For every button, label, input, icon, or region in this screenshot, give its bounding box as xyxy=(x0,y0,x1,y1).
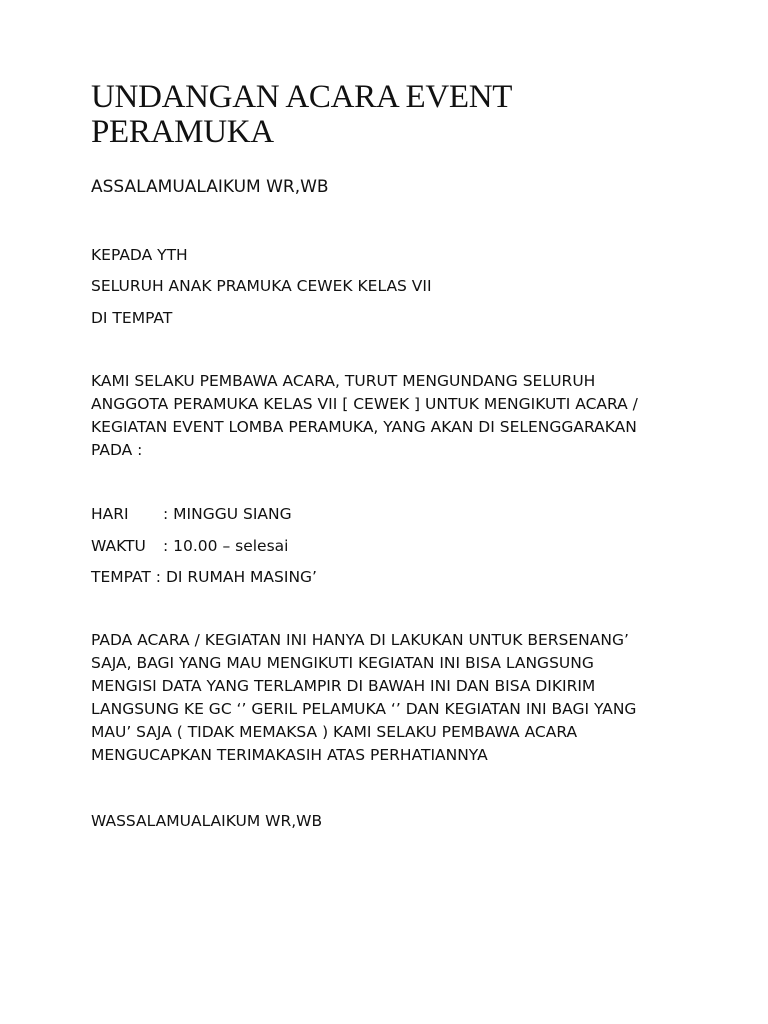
greeting-text: ASSALAMUALAIKUM WR,WB xyxy=(91,177,329,197)
title-line: UNDANGAN ACARA EVENT xyxy=(91,79,513,115)
detail-day xyxy=(91,503,292,526)
body-paragraph xyxy=(91,629,691,767)
paragraph-line: SAJA, BAGI YANG MAU MENGIKUTI KEGIATAN INI BISA LANGSUNG xyxy=(91,654,594,672)
closing-text: WASSALAMUALAIKUM WR,WB xyxy=(91,812,323,830)
title-line: PERAMUKA xyxy=(91,114,274,150)
paragraph-line: MENGISI DATA YANG TERLAMPIR DI BAWAH INI DAN BISA DIKIRIM xyxy=(91,677,596,695)
detail-value: : MINGGU SIANG xyxy=(163,505,292,523)
paragraph-line: MAU’ SAJA ( TIDAK MEMAKSA ) KAMI SELAKU PEMBAWA ACARA xyxy=(91,723,578,741)
paragraph-line: KEGIATAN EVENT LOMBA PERAMUKA, YANG AKAN DI SELENGGARAKAN xyxy=(91,418,637,436)
detail-value: : 10.00 – selesai xyxy=(163,537,289,555)
detail-value: : DI RUMAH MASING’ xyxy=(155,568,317,586)
detail-label: TEMPAT xyxy=(91,568,151,586)
paragraph-line: PADA : xyxy=(91,441,143,459)
detail-label: HARI xyxy=(91,505,129,523)
detail-label: WAKTU xyxy=(91,537,146,555)
recipient-line: KEPADA YTH xyxy=(91,246,188,264)
detail-place xyxy=(91,566,317,589)
paragraph-line: KAMI SELAKU PEMBAWA ACARA, TURUT MENGUNDANG SELURUH xyxy=(91,372,596,390)
document-title xyxy=(91,80,691,150)
recipient-line: DI TEMPAT xyxy=(91,309,173,327)
paragraph-line: ANGGOTA PERAMUKA KELAS VII [ CEWEK ] UNTUK MENGIKUTI ACARA / xyxy=(91,395,638,413)
recipient-line: SELURUH ANAK PRAMUKA CEWEK KELAS VII xyxy=(91,277,432,295)
intro-paragraph xyxy=(91,370,691,462)
paragraph-line: PADA ACARA / KEGIATAN INI HANYA DI LAKUKAN UNTUK BERSENANG’ xyxy=(91,631,629,649)
paragraph-line: LANGSUNG KE GC ‘’ GERIL PELAMUKA ‘’ DAN KEGIATAN INI BAGI YANG xyxy=(91,700,637,718)
paragraph-line: MENGUCAPKAN TERIMAKASIH ATAS PERHATIANNYA xyxy=(91,746,488,764)
detail-time xyxy=(91,535,288,558)
